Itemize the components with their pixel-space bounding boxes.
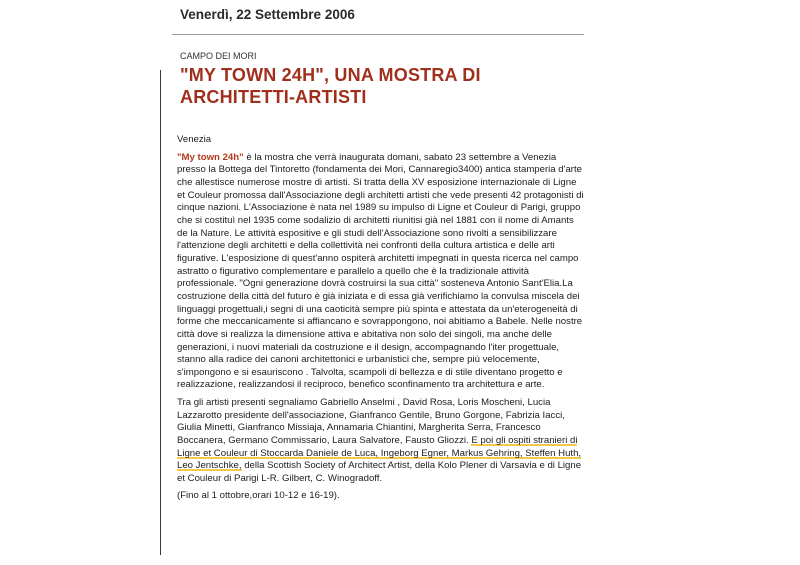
artists-list: Tra gli artisti presenti segnaliamo Gabriello Anselmi , David Rosa, Loris Moscheni, Lucia Lazzarotto presidente dell'associazione, Gianfranco Gentile, Bruno Gorgone, Fabrizia Iacci, Giulia Minetti, Gianfranco Missiaja, Annamaria Chiantini, Margherita Serra, Francesco Boccanera, Germano Commissario, Laura Salvatore, Fausto Gliozzi. — [177, 397, 565, 447]
column-border — [160, 70, 161, 555]
article-body — [177, 134, 585, 502]
publication-date: Venerdì, 22 Settembre 2006 — [180, 7, 355, 22]
paragraph-1-text: è la mostra che verrà inaugurata domani, sabato 23 settembre a Venezia presso la Bottega del Tintoretto (fondamenta dei Mori, Cannaregio3400) antica stamperia d'arte che allestisce numerose mostre di artisti. Si tratta della XV esposizione internazionale di Ligne et Couleur promossa dall'Associazione degli architetti artisti che vede presenti 42 protagonisti di cinque nazioni. L'Associazione è nata nel 1989 su impulso di Ligne et Couleur di Parigi, gruppo che si costituì nel 1935 come sodalizio di architetti riunitisi già nel 1881 con il nome di Amants de la Nature. Le attività espositive e gli studi dell'Associazione sono rivolti a sensibilizzare l'attenzione degli architetti e della collettività nei confronti della cultura artistica e delle arti figurative. L'esposizione di quest'anno ospiterà architetti impegnati in questa ricerca nel campo astratto o figurativo complementare e parallelo a quello che è la tradizionale attività professionale. "Ogni generazione dovrà costruirsi la sua città" sosteneva Antonio Sant'Elia.La costruzione della città del futuro è già iniziata e di essa già verifichiamo la convulsa miscela dei linguaggi progettuali,i segni di una caoticità sempre più spinta e attestata da un'eterogeneità di forme che meccanicamente si affiancano e sovrappongono, noi abitiamo a Babele. Nelle nostre città dove si realizza la dimensione attiva e abitativa non solo dei singoli, ma anche delle generazioni, i nuovi materiali da costruzione e il design, accompagnando l'iter progettuale, stanno alla radice dei canoni architettonici e urbanistici che, sempre più velocemente, s'impongono e si esauriscono . Talvolta, scampoli di bellezza e di stile diventano progetto e realizzazione, realizzandosi il reciproco, benefico sconfinamento tra architettura e arte. — [177, 151, 584, 391]
article-kicker: CAMPO DEI MORI — [180, 51, 257, 61]
paragraph-2-tail: della Scottish Society of Architect Artist, della Kolo Plener di Varsavia e di Ligne et Couleur di Parigi L-R. Gilbert, C. Winogradoff. — [177, 460, 582, 485]
article-paragraph-2 — [177, 397, 585, 486]
header-divider — [172, 34, 584, 35]
exhibition-hours: (Fino al 1 ottobre,orari 10-12 e 16-19). — [177, 489, 340, 501]
lead-title: "My town 24h" — [177, 151, 244, 163]
article-title: "MY TOWN 24H", UNA MOSTRA DI ARCHITETTI-ARTISTI — [180, 65, 481, 107]
article-dateline: Venezia — [177, 134, 212, 145]
highlighted-guests: E poi gli ospiti stranieri di Ligne et Couleur di Stoccarda Daniele de Luca, Ingeborg Egner, Markus Gehring, Steffen Huth, Leo Jentschke, — [177, 435, 582, 472]
article-paragraph-1 — [177, 152, 585, 392]
